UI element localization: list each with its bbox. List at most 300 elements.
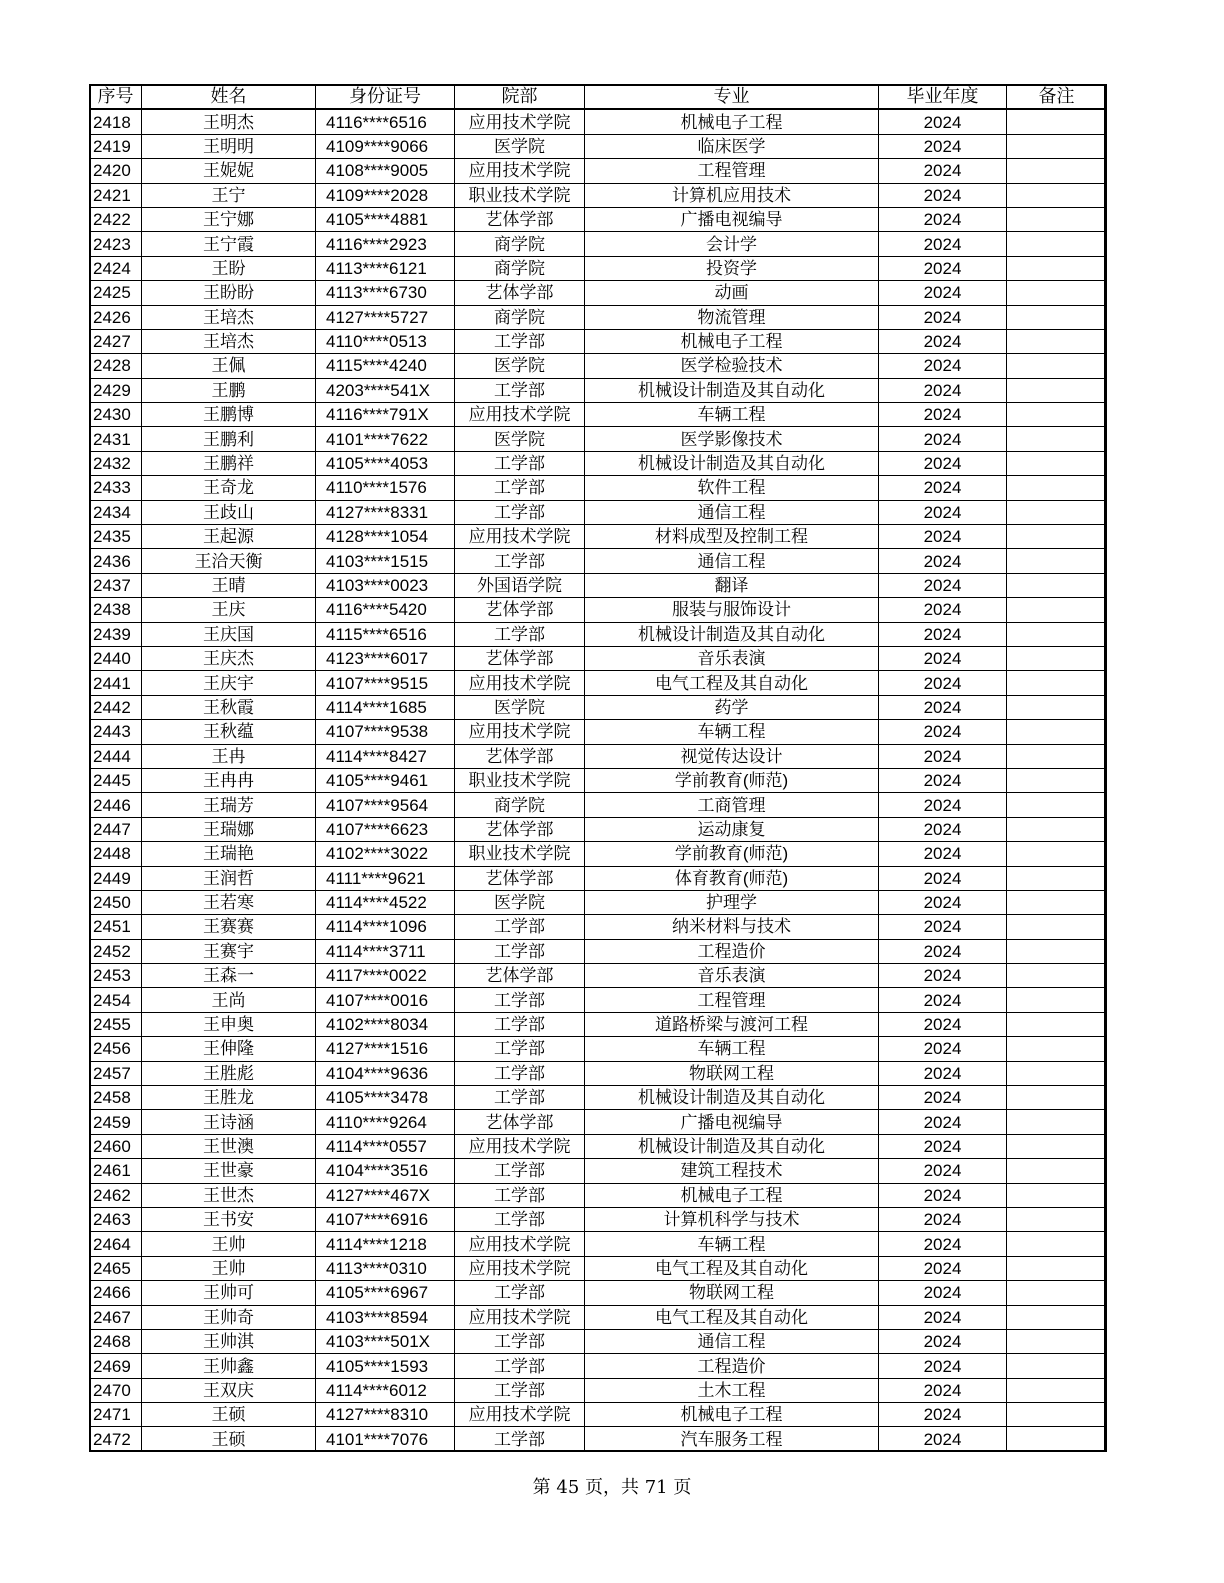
name-cell: 王赛赛 bbox=[142, 915, 316, 939]
remarks-cell bbox=[1007, 1207, 1107, 1231]
seq-cell: 2442 bbox=[90, 695, 142, 719]
department-cell: 工学部 bbox=[455, 1354, 585, 1378]
remarks-cell bbox=[1007, 1403, 1107, 1427]
name-cell: 王书安 bbox=[142, 1207, 316, 1231]
seq-cell: 2431 bbox=[90, 427, 142, 451]
major-cell: 工商管理 bbox=[585, 793, 879, 817]
seq-cell: 2434 bbox=[90, 500, 142, 524]
id-number-cell: 4105****3478 bbox=[316, 1086, 455, 1110]
header-graduation-year: 毕业年度 bbox=[879, 85, 1007, 110]
id-number-cell: 4101****7622 bbox=[316, 427, 455, 451]
department-cell: 艺体学部 bbox=[455, 1110, 585, 1134]
major-cell: 车辆工程 bbox=[585, 1037, 879, 1061]
department-cell: 应用技术学院 bbox=[455, 1232, 585, 1256]
graduation-year-cell: 2024 bbox=[879, 256, 1007, 280]
id-number-cell: 4114****6012 bbox=[316, 1378, 455, 1402]
major-cell: 医学影像技术 bbox=[585, 427, 879, 451]
id-number-cell: 4114****3711 bbox=[316, 939, 455, 963]
id-number-cell: 4117****0022 bbox=[316, 964, 455, 988]
department-cell: 应用技术学院 bbox=[455, 1403, 585, 1427]
department-cell: 艺体学部 bbox=[455, 646, 585, 670]
seq-cell: 2462 bbox=[90, 1183, 142, 1207]
remarks-cell bbox=[1007, 232, 1107, 256]
name-cell: 王帅鑫 bbox=[142, 1354, 316, 1378]
seq-cell: 2419 bbox=[90, 134, 142, 158]
table-row bbox=[90, 695, 1107, 719]
seq-cell: 2466 bbox=[90, 1281, 142, 1305]
name-cell: 王帅奇 bbox=[142, 1305, 316, 1329]
major-cell: 翻译 bbox=[585, 573, 879, 597]
major-cell: 机械电子工程 bbox=[585, 1183, 879, 1207]
id-number-cell: 4102****3022 bbox=[316, 842, 455, 866]
header-name: 姓名 bbox=[142, 85, 316, 110]
table-row bbox=[90, 768, 1107, 792]
id-number-cell: 4113****6121 bbox=[316, 256, 455, 280]
table-row bbox=[90, 1012, 1107, 1036]
seq-cell: 2465 bbox=[90, 1256, 142, 1280]
name-cell: 王帅淇 bbox=[142, 1329, 316, 1353]
seq-cell: 2433 bbox=[90, 476, 142, 500]
major-cell: 材料成型及控制工程 bbox=[585, 525, 879, 549]
department-cell: 医学院 bbox=[455, 695, 585, 719]
seq-cell: 2423 bbox=[90, 232, 142, 256]
seq-cell: 2421 bbox=[90, 183, 142, 207]
id-number-cell: 4114****8427 bbox=[316, 744, 455, 768]
department-cell: 商学院 bbox=[455, 232, 585, 256]
name-cell: 王培杰 bbox=[142, 305, 316, 329]
table-row bbox=[90, 1183, 1107, 1207]
graduation-year-cell: 2024 bbox=[879, 671, 1007, 695]
id-number-cell: 4127****8310 bbox=[316, 1403, 455, 1427]
major-cell: 机械设计制造及其自动化 bbox=[585, 622, 879, 646]
major-cell: 药学 bbox=[585, 695, 879, 719]
seq-cell: 2472 bbox=[90, 1427, 142, 1451]
remarks-cell bbox=[1007, 1256, 1107, 1280]
department-cell: 应用技术学院 bbox=[455, 525, 585, 549]
name-cell: 王冉 bbox=[142, 744, 316, 768]
remarks-cell bbox=[1007, 1134, 1107, 1158]
graduation-year-cell: 2024 bbox=[879, 744, 1007, 768]
id-number-cell: 4108****9005 bbox=[316, 159, 455, 183]
table-row bbox=[90, 1110, 1107, 1134]
id-number-cell: 4107****9515 bbox=[316, 671, 455, 695]
department-cell: 工学部 bbox=[455, 1183, 585, 1207]
name-cell: 王鹏 bbox=[142, 378, 316, 402]
table-row bbox=[90, 378, 1107, 402]
graduation-year-cell: 2024 bbox=[879, 939, 1007, 963]
remarks-cell bbox=[1007, 256, 1107, 280]
table-row bbox=[90, 890, 1107, 914]
remarks-cell bbox=[1007, 646, 1107, 670]
table-row bbox=[90, 1354, 1107, 1378]
id-number-cell: 4105****4053 bbox=[316, 451, 455, 475]
department-cell: 应用技术学院 bbox=[455, 1256, 585, 1280]
name-cell: 王双庆 bbox=[142, 1378, 316, 1402]
id-number-cell: 4107****9538 bbox=[316, 720, 455, 744]
graduation-year-cell: 2024 bbox=[879, 329, 1007, 353]
major-cell: 通信工程 bbox=[585, 549, 879, 573]
major-cell: 工程造价 bbox=[585, 1354, 879, 1378]
name-cell: 王冉冉 bbox=[142, 768, 316, 792]
major-cell: 动画 bbox=[585, 281, 879, 305]
remarks-cell bbox=[1007, 305, 1107, 329]
major-cell: 机械设计制造及其自动化 bbox=[585, 1134, 879, 1158]
department-cell: 职业技术学院 bbox=[455, 183, 585, 207]
id-number-cell: 4114****1218 bbox=[316, 1232, 455, 1256]
name-cell: 王硕 bbox=[142, 1403, 316, 1427]
id-number-cell: 4105****6967 bbox=[316, 1281, 455, 1305]
remarks-cell bbox=[1007, 1012, 1107, 1036]
seq-cell: 2426 bbox=[90, 305, 142, 329]
name-cell: 王盼盼 bbox=[142, 281, 316, 305]
department-cell: 应用技术学院 bbox=[455, 403, 585, 427]
remarks-cell bbox=[1007, 1037, 1107, 1061]
id-number-cell: 4103****0023 bbox=[316, 573, 455, 597]
page-footer: 第 45 页，共 71 页 bbox=[532, 1477, 692, 1498]
graduation-year-cell: 2024 bbox=[879, 427, 1007, 451]
table-row bbox=[90, 964, 1107, 988]
id-number-cell: 4127****8331 bbox=[316, 500, 455, 524]
major-cell: 通信工程 bbox=[585, 1329, 879, 1353]
name-cell: 王明明 bbox=[142, 134, 316, 158]
table-row bbox=[90, 549, 1107, 573]
name-cell: 王若寒 bbox=[142, 890, 316, 914]
seq-cell: 2438 bbox=[90, 598, 142, 622]
graduation-year-cell: 2024 bbox=[879, 1256, 1007, 1280]
seq-cell: 2459 bbox=[90, 1110, 142, 1134]
graduation-year-cell: 2024 bbox=[879, 1281, 1007, 1305]
remarks-cell bbox=[1007, 1086, 1107, 1110]
header-major: 专业 bbox=[585, 85, 879, 110]
department-cell: 应用技术学院 bbox=[455, 671, 585, 695]
name-cell: 王晴 bbox=[142, 573, 316, 597]
major-cell: 视觉传达设计 bbox=[585, 744, 879, 768]
table-row bbox=[90, 159, 1107, 183]
major-cell: 计算机应用技术 bbox=[585, 183, 879, 207]
graduation-year-cell: 2024 bbox=[879, 1403, 1007, 1427]
name-cell: 王秋霞 bbox=[142, 695, 316, 719]
name-cell: 王洽天衡 bbox=[142, 549, 316, 573]
seq-cell: 2450 bbox=[90, 890, 142, 914]
seq-cell: 2418 bbox=[90, 109, 142, 134]
name-cell: 王奇龙 bbox=[142, 476, 316, 500]
table-row bbox=[90, 500, 1107, 524]
id-number-cell: 4127****5727 bbox=[316, 305, 455, 329]
name-cell: 王赛宇 bbox=[142, 939, 316, 963]
table-row bbox=[90, 744, 1107, 768]
remarks-cell bbox=[1007, 768, 1107, 792]
seq-cell: 2455 bbox=[90, 1012, 142, 1036]
department-cell: 工学部 bbox=[455, 1378, 585, 1402]
table-row bbox=[90, 1134, 1107, 1158]
table-row bbox=[90, 720, 1107, 744]
graduation-year-cell: 2024 bbox=[879, 403, 1007, 427]
graduation-year-cell: 2024 bbox=[879, 1232, 1007, 1256]
header-id-number: 身份证号 bbox=[316, 85, 455, 110]
seq-cell: 2451 bbox=[90, 915, 142, 939]
id-number-cell: 4104****3516 bbox=[316, 1159, 455, 1183]
seq-cell: 2441 bbox=[90, 671, 142, 695]
graduation-year-cell: 2024 bbox=[879, 1037, 1007, 1061]
id-number-cell: 4110****1576 bbox=[316, 476, 455, 500]
name-cell: 王歧山 bbox=[142, 500, 316, 524]
department-cell: 工学部 bbox=[455, 329, 585, 353]
id-number-cell: 4107****6623 bbox=[316, 817, 455, 841]
seq-cell: 2452 bbox=[90, 939, 142, 963]
major-cell: 通信工程 bbox=[585, 500, 879, 524]
remarks-cell bbox=[1007, 1110, 1107, 1134]
remarks-cell bbox=[1007, 842, 1107, 866]
department-cell: 工学部 bbox=[455, 988, 585, 1012]
table-row bbox=[90, 329, 1107, 353]
table-row bbox=[90, 403, 1107, 427]
id-number-cell: 4107****9564 bbox=[316, 793, 455, 817]
table-row bbox=[90, 1037, 1107, 1061]
graduation-year-cell: 2024 bbox=[879, 1183, 1007, 1207]
department-cell: 工学部 bbox=[455, 1281, 585, 1305]
name-cell: 王瑞娜 bbox=[142, 817, 316, 841]
table-row bbox=[90, 451, 1107, 475]
id-number-cell: 4109****2028 bbox=[316, 183, 455, 207]
major-cell: 工程管理 bbox=[585, 159, 879, 183]
table-row bbox=[90, 1086, 1107, 1110]
name-cell: 王诗涵 bbox=[142, 1110, 316, 1134]
id-number-cell: 4114****1685 bbox=[316, 695, 455, 719]
seq-cell: 2449 bbox=[90, 866, 142, 890]
table-row bbox=[90, 646, 1107, 670]
major-cell: 电气工程及其自动化 bbox=[585, 1305, 879, 1329]
name-cell: 王胜彪 bbox=[142, 1061, 316, 1085]
table-row bbox=[90, 842, 1107, 866]
name-cell: 王胜龙 bbox=[142, 1086, 316, 1110]
remarks-cell bbox=[1007, 817, 1107, 841]
seq-cell: 2427 bbox=[90, 329, 142, 353]
id-number-cell: 4101****7076 bbox=[316, 1427, 455, 1451]
graduation-year-cell: 2024 bbox=[879, 817, 1007, 841]
department-cell: 工学部 bbox=[455, 1329, 585, 1353]
department-cell: 商学院 bbox=[455, 256, 585, 280]
graduate-list-table bbox=[89, 84, 1106, 1452]
id-number-cell: 4113****0310 bbox=[316, 1256, 455, 1280]
department-cell: 工学部 bbox=[455, 622, 585, 646]
header-department: 院部 bbox=[455, 85, 585, 110]
graduation-year-cell: 2024 bbox=[879, 695, 1007, 719]
table-row bbox=[90, 598, 1107, 622]
remarks-cell bbox=[1007, 207, 1107, 231]
seq-cell: 2460 bbox=[90, 1134, 142, 1158]
table-row bbox=[90, 1281, 1107, 1305]
header-row bbox=[90, 85, 1107, 110]
remarks-cell bbox=[1007, 1061, 1107, 1085]
major-cell: 建筑工程技术 bbox=[585, 1159, 879, 1183]
seq-cell: 2447 bbox=[90, 817, 142, 841]
major-cell: 机械电子工程 bbox=[585, 329, 879, 353]
department-cell: 艺体学部 bbox=[455, 207, 585, 231]
id-number-cell: 4116****5420 bbox=[316, 598, 455, 622]
id-number-cell: 4102****8034 bbox=[316, 1012, 455, 1036]
id-number-cell: 4128****1054 bbox=[316, 525, 455, 549]
table-row bbox=[90, 525, 1107, 549]
name-cell: 王庆国 bbox=[142, 622, 316, 646]
graduation-year-cell: 2024 bbox=[879, 598, 1007, 622]
name-cell: 王庆宇 bbox=[142, 671, 316, 695]
table-row bbox=[90, 1159, 1107, 1183]
seq-cell: 2422 bbox=[90, 207, 142, 231]
table-row bbox=[90, 1403, 1107, 1427]
graduation-year-cell: 2024 bbox=[879, 1305, 1007, 1329]
table-row bbox=[90, 622, 1107, 646]
name-cell: 王盼 bbox=[142, 256, 316, 280]
seq-cell: 2456 bbox=[90, 1037, 142, 1061]
major-cell: 运动康复 bbox=[585, 817, 879, 841]
major-cell: 物联网工程 bbox=[585, 1061, 879, 1085]
remarks-cell bbox=[1007, 1354, 1107, 1378]
graduation-year-cell: 2024 bbox=[879, 1012, 1007, 1036]
id-number-cell: 4105****9461 bbox=[316, 768, 455, 792]
major-cell: 体育教育(师范) bbox=[585, 866, 879, 890]
graduation-year-cell: 2024 bbox=[879, 1354, 1007, 1378]
remarks-cell bbox=[1007, 159, 1107, 183]
department-cell: 医学院 bbox=[455, 890, 585, 914]
major-cell: 物联网工程 bbox=[585, 1281, 879, 1305]
remarks-cell bbox=[1007, 1329, 1107, 1353]
department-cell: 工学部 bbox=[455, 549, 585, 573]
department-cell: 应用技术学院 bbox=[455, 1134, 585, 1158]
id-number-cell: 4127****467X bbox=[316, 1183, 455, 1207]
id-number-cell: 4203****541X bbox=[316, 378, 455, 402]
major-cell: 软件工程 bbox=[585, 476, 879, 500]
major-cell: 音乐表演 bbox=[585, 646, 879, 670]
header-seq: 序号 bbox=[90, 85, 142, 110]
department-cell: 医学院 bbox=[455, 354, 585, 378]
department-cell: 艺体学部 bbox=[455, 866, 585, 890]
id-number-cell: 4109****9066 bbox=[316, 134, 455, 158]
seq-cell: 2468 bbox=[90, 1329, 142, 1353]
graduation-year-cell: 2024 bbox=[879, 964, 1007, 988]
graduation-year-cell: 2024 bbox=[879, 1061, 1007, 1085]
department-cell: 工学部 bbox=[455, 476, 585, 500]
remarks-cell bbox=[1007, 183, 1107, 207]
seq-cell: 2467 bbox=[90, 1305, 142, 1329]
major-cell: 广播电视编导 bbox=[585, 207, 879, 231]
remarks-cell bbox=[1007, 598, 1107, 622]
department-cell: 工学部 bbox=[455, 1037, 585, 1061]
name-cell: 王硕 bbox=[142, 1427, 316, 1451]
id-number-cell: 4116****791X bbox=[316, 403, 455, 427]
major-cell: 会计学 bbox=[585, 232, 879, 256]
seq-cell: 2464 bbox=[90, 1232, 142, 1256]
name-cell: 王世澳 bbox=[142, 1134, 316, 1158]
name-cell: 王宁 bbox=[142, 183, 316, 207]
remarks-cell bbox=[1007, 573, 1107, 597]
graduation-year-cell: 2024 bbox=[879, 109, 1007, 134]
table-row bbox=[90, 354, 1107, 378]
id-number-cell: 4114****1096 bbox=[316, 915, 455, 939]
department-cell: 艺体学部 bbox=[455, 817, 585, 841]
id-number-cell: 4107****6916 bbox=[316, 1207, 455, 1231]
seq-cell: 2463 bbox=[90, 1207, 142, 1231]
id-number-cell: 4105****1593 bbox=[316, 1354, 455, 1378]
id-number-cell: 4115****4240 bbox=[316, 354, 455, 378]
graduation-year-cell: 2024 bbox=[879, 1378, 1007, 1402]
department-cell: 应用技术学院 bbox=[455, 720, 585, 744]
graduation-year-cell: 2024 bbox=[879, 476, 1007, 500]
graduation-year-cell: 2024 bbox=[879, 305, 1007, 329]
name-cell: 王帅 bbox=[142, 1256, 316, 1280]
department-cell: 商学院 bbox=[455, 793, 585, 817]
table-row bbox=[90, 939, 1107, 963]
remarks-cell bbox=[1007, 744, 1107, 768]
seq-cell: 2437 bbox=[90, 573, 142, 597]
name-cell: 王培杰 bbox=[142, 329, 316, 353]
department-cell: 艺体学部 bbox=[455, 744, 585, 768]
remarks-cell bbox=[1007, 1427, 1107, 1451]
id-number-cell: 4113****6730 bbox=[316, 281, 455, 305]
id-number-cell: 4114****0557 bbox=[316, 1134, 455, 1158]
graduation-year-cell: 2024 bbox=[879, 500, 1007, 524]
department-cell: 工学部 bbox=[455, 451, 585, 475]
id-number-cell: 4116****6516 bbox=[316, 109, 455, 134]
table-row bbox=[90, 671, 1107, 695]
name-cell: 王世豪 bbox=[142, 1159, 316, 1183]
seq-cell: 2432 bbox=[90, 451, 142, 475]
name-cell: 王佩 bbox=[142, 354, 316, 378]
id-number-cell: 4103****501X bbox=[316, 1329, 455, 1353]
table-row bbox=[90, 1207, 1107, 1231]
remarks-cell bbox=[1007, 939, 1107, 963]
remarks-cell bbox=[1007, 1232, 1107, 1256]
seq-cell: 2445 bbox=[90, 768, 142, 792]
name-cell: 王帅可 bbox=[142, 1281, 316, 1305]
table-row bbox=[90, 232, 1107, 256]
name-cell: 王申奥 bbox=[142, 1012, 316, 1036]
table-row bbox=[90, 1232, 1107, 1256]
id-number-cell: 4103****1515 bbox=[316, 549, 455, 573]
remarks-cell bbox=[1007, 964, 1107, 988]
remarks-cell bbox=[1007, 329, 1107, 353]
graduation-year-cell: 2024 bbox=[879, 183, 1007, 207]
graduation-year-cell: 2024 bbox=[879, 549, 1007, 573]
department-cell: 职业技术学院 bbox=[455, 768, 585, 792]
seq-cell: 2435 bbox=[90, 525, 142, 549]
seq-cell: 2443 bbox=[90, 720, 142, 744]
id-number-cell: 4111****9621 bbox=[316, 866, 455, 890]
remarks-cell bbox=[1007, 622, 1107, 646]
graduation-year-cell: 2024 bbox=[879, 988, 1007, 1012]
department-cell: 工学部 bbox=[455, 1159, 585, 1183]
remarks-cell bbox=[1007, 354, 1107, 378]
graduation-year-cell: 2024 bbox=[879, 890, 1007, 914]
graduation-year-cell: 2024 bbox=[879, 1086, 1007, 1110]
data-table bbox=[89, 84, 1107, 1452]
id-number-cell: 4110****0513 bbox=[316, 329, 455, 353]
name-cell: 王秋蕴 bbox=[142, 720, 316, 744]
remarks-cell bbox=[1007, 671, 1107, 695]
department-cell: 应用技术学院 bbox=[455, 1305, 585, 1329]
table-row bbox=[90, 866, 1107, 890]
name-cell: 王鹏博 bbox=[142, 403, 316, 427]
seq-cell: 2439 bbox=[90, 622, 142, 646]
name-cell: 王妮妮 bbox=[142, 159, 316, 183]
id-number-cell: 4107****0016 bbox=[316, 988, 455, 1012]
major-cell: 机械电子工程 bbox=[585, 109, 879, 134]
major-cell: 电气工程及其自动化 bbox=[585, 671, 879, 695]
major-cell: 广播电视编导 bbox=[585, 1110, 879, 1134]
major-cell: 护理学 bbox=[585, 890, 879, 914]
seq-cell: 2429 bbox=[90, 378, 142, 402]
name-cell: 王润哲 bbox=[142, 866, 316, 890]
table-body bbox=[90, 109, 1107, 1451]
